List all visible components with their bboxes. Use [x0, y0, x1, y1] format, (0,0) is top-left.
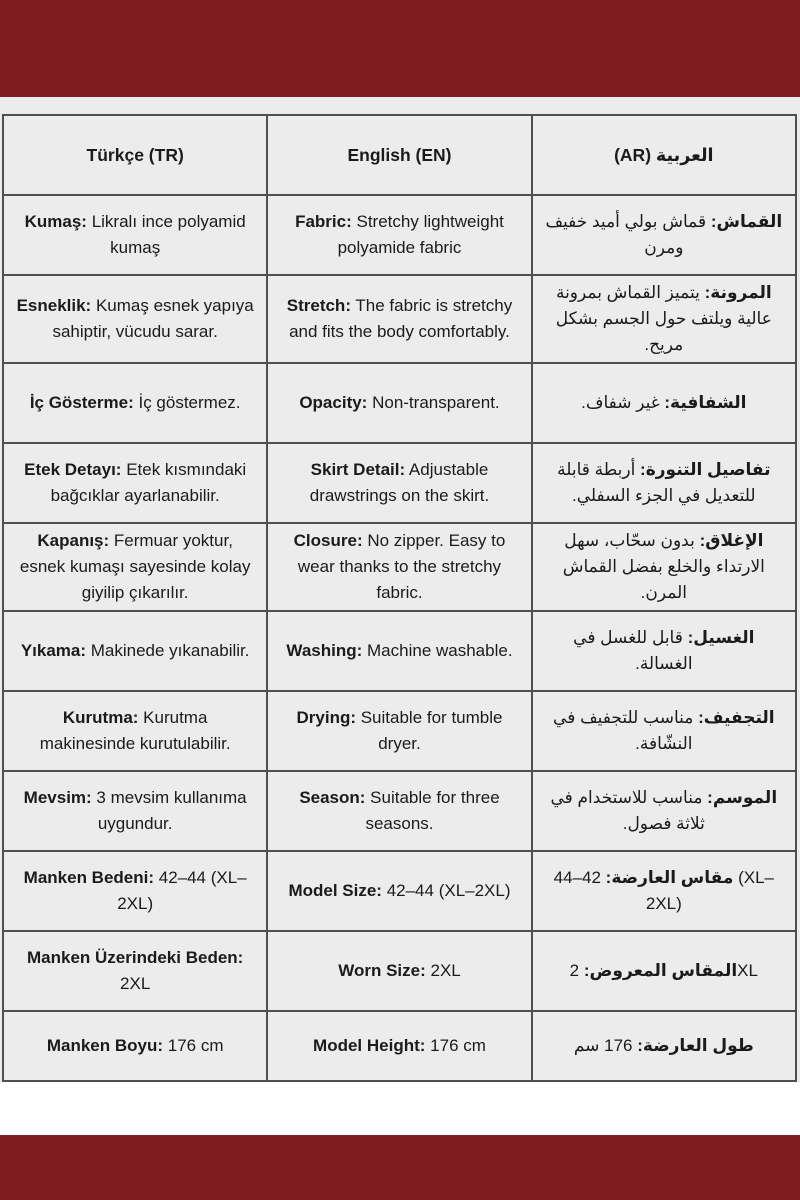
cell-ar — [532, 195, 796, 275]
cell-en — [267, 691, 531, 771]
cell-text: Adjustable drawstrings on the skirt. — [309, 460, 490, 505]
cell-label: Fabric: — [295, 212, 352, 231]
cell-tr — [3, 931, 267, 1011]
cell-label: التجفيف: — [698, 708, 775, 727]
content-band — [0, 97, 800, 1082]
cell-text: No zipper. Easy to wear thanks to the stretchy fabric. — [297, 531, 506, 602]
cell-label: Manken Boyu: — [46, 1036, 164, 1055]
cell-label: Opacity: — [299, 393, 368, 412]
bottom-white-gap — [0, 1082, 800, 1135]
cell-text: غير شفاف. — [581, 393, 665, 412]
cell-en — [267, 771, 531, 851]
cell-ar — [532, 931, 796, 1011]
bottom-red-bar — [0, 1135, 800, 1200]
cell-text: 42–44 (XL–2XL) — [553, 868, 775, 913]
cell-text: 176 cm — [425, 1036, 486, 1055]
cell-tr — [3, 611, 267, 691]
cell-en — [267, 1011, 531, 1081]
cell-label: Skirt Detail: — [310, 460, 406, 479]
cell-text: 176 cm — [163, 1036, 224, 1055]
header-cell-turkish: Türkçe (TR) — [3, 115, 267, 195]
header-cell-english: English (EN) — [267, 115, 531, 195]
cell-en — [267, 931, 531, 1011]
cell-text: Suitable for tumble dryer. — [356, 708, 503, 753]
cell-tr — [3, 691, 267, 771]
cell-en — [267, 523, 531, 611]
cell-text: Non-transparent. — [367, 393, 500, 412]
cell-text: İç göstermez. — [133, 393, 241, 412]
cell-label: Etek Detayı: — [24, 460, 122, 479]
cell-text: 3 mevsim kullanıma uygundur. — [91, 788, 247, 833]
cell-tr — [3, 275, 267, 363]
cell-text: أربطة قابلة للتعديل في الجزء السفلي. — [557, 460, 756, 505]
cell-text: The fabric is stretchy and fits the body comfortably. — [289, 296, 513, 341]
cell-en — [267, 851, 531, 931]
cell-tr — [3, 1011, 267, 1081]
cell-label: تفاصيل التنورة: — [640, 460, 771, 479]
cell-label: Kapanış: — [37, 531, 110, 550]
cell-tr — [3, 771, 267, 851]
cell-ar — [532, 1011, 796, 1081]
cell-text: Makinede yıkanabilir. — [86, 641, 250, 660]
cell-label: Washing: — [286, 641, 363, 660]
cell-text: Kurutma makinesinde kurutulabilir. — [39, 708, 231, 753]
table-row-closure — [3, 523, 796, 611]
table-row-model-size — [3, 851, 796, 931]
cell-ar — [532, 275, 796, 363]
cell-text: Suitable for three seasons. — [365, 788, 500, 833]
cell-ar — [532, 691, 796, 771]
cell-text: Etek kısmındaki bağcıklar ayarlanabilir. — [50, 460, 247, 505]
cell-en — [267, 195, 531, 275]
table-row-skirt-detail — [3, 443, 796, 523]
cell-text: 42–44 (XL–2XL) — [381, 881, 511, 900]
table-row-drying — [3, 691, 796, 771]
cell-label: İç Gösterme: — [29, 393, 134, 412]
cell-text: Likralı ince polyamid kumaş — [86, 212, 246, 257]
cell-tr — [3, 443, 267, 523]
cell-ar — [532, 771, 796, 851]
cell-label: الإغلاق: — [699, 531, 764, 550]
cell-text: Kumaş esnek yapıya sahiptir, vücudu sarar. — [52, 296, 254, 341]
cell-label: الموسم: — [707, 788, 778, 807]
cell-text: 2XL — [120, 974, 151, 993]
cell-text: 176 سم — [573, 1036, 638, 1055]
cell-label: الغسيل: — [687, 628, 755, 647]
cell-text: يتميز القماش بمرونة عالية ويلتف حول الجسم بشكل مريح. — [555, 283, 772, 354]
cell-ar — [532, 611, 796, 691]
header-cell-arabic: العربية (AR) — [532, 115, 796, 195]
cell-label: Manken Üzerindeki Beden: — [27, 948, 244, 967]
cell-label: Model Size: — [288, 881, 382, 900]
cell-label: القماش: — [710, 212, 783, 231]
cell-label: Yıkama: — [20, 641, 87, 660]
cell-label: Season: — [299, 788, 366, 807]
table-row-washing — [3, 611, 796, 691]
cell-text: Stretchy lightweight polyamide fabric — [337, 212, 504, 257]
table-row-model-height — [3, 1011, 796, 1081]
cell-text: 42–44 (XL–2XL) — [117, 868, 247, 913]
header-row — [3, 115, 796, 195]
cell-label: Kurutma: — [62, 708, 139, 727]
cell-text: Fermuar yoktur, esnek kumaşı sayesinde kolay giyilip çıkarılır. — [19, 531, 251, 602]
cell-text: Machine washable. — [362, 641, 513, 660]
table-row-worn-size — [3, 931, 796, 1011]
cell-tr — [3, 195, 267, 275]
cell-label: مقاس العارضة: — [605, 868, 734, 887]
cell-label: Stretch: — [286, 296, 351, 315]
top-red-bar — [0, 0, 800, 97]
spec-table — [2, 114, 797, 1082]
cell-label: Kumaş: — [24, 212, 87, 231]
table-row-season — [3, 771, 796, 851]
cell-label: المقاس المعروض: — [583, 961, 738, 980]
cell-en — [267, 363, 531, 443]
cell-label: طول العارضة: — [637, 1036, 754, 1055]
cell-text: مناسب للتجفيف في النشّافة. — [553, 708, 699, 753]
cell-label: Drying: — [296, 708, 356, 727]
table-row-fabric — [3, 195, 796, 275]
cell-ar — [532, 851, 796, 931]
cell-label: Worn Size: — [338, 961, 426, 980]
cell-label: Model Height: — [313, 1036, 426, 1055]
cell-en — [267, 611, 531, 691]
cell-text: بدون سحّاب، سهل الارتداء والخلع بفضل القماش المرن. — [562, 531, 765, 602]
cell-label: Mevsim: — [23, 788, 92, 807]
cell-label: الشفافية: — [664, 393, 747, 412]
cell-label: المرونة: — [704, 283, 772, 302]
cell-ar — [532, 443, 796, 523]
table-row-opacity — [3, 363, 796, 443]
cell-en — [267, 275, 531, 363]
cell-text: قماش بولي أميد خفيف ومرن — [545, 212, 711, 257]
cell-text: مناسب للاستخدام في ثلاثة فصول. — [550, 788, 708, 833]
cell-text: 2XL — [569, 961, 758, 980]
cell-ar — [532, 523, 796, 611]
cell-label: Esneklik: — [16, 296, 92, 315]
cell-label: Closure: — [293, 531, 363, 550]
table-row-stretch — [3, 275, 796, 363]
cell-text: 2XL — [425, 961, 461, 980]
cell-label: Manken Bedeni: — [23, 868, 155, 887]
cell-en — [267, 443, 531, 523]
cell-text: قابل للغسل في الغسالة. — [573, 628, 693, 673]
cell-ar — [532, 363, 796, 443]
cell-tr — [3, 363, 267, 443]
cell-tr — [3, 523, 267, 611]
cell-tr — [3, 851, 267, 931]
